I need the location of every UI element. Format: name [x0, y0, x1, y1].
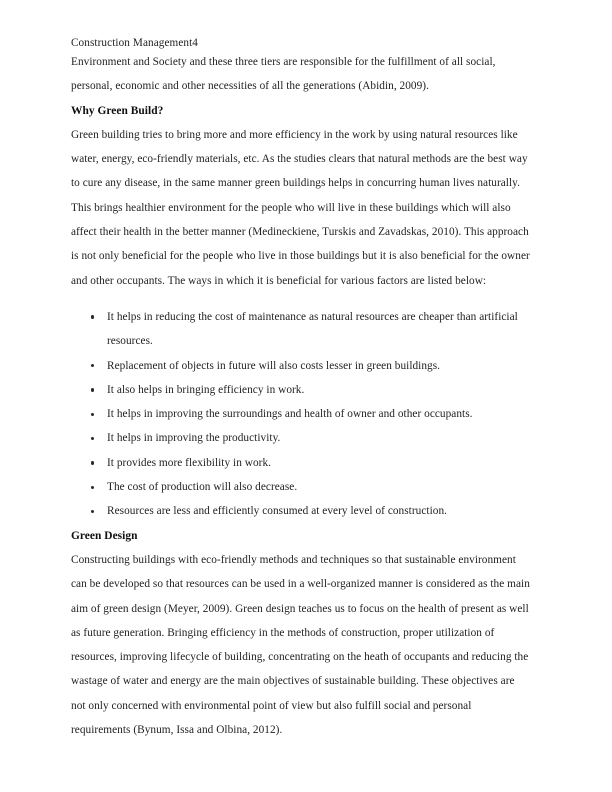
benefits-bullet-list: [71, 305, 531, 524]
list-item: It provides more flexibility in work.: [71, 451, 531, 475]
list-item: Resources are less and efficiently consumed at every level of construction.: [71, 499, 531, 523]
list-item: It helps in reducing the cost of maintenance as natural resources are cheaper than artificial resources.: [71, 305, 531, 354]
section-heading-why-green-build: Why Green Build?: [71, 104, 164, 117]
section-heading-green-design: Green Design: [71, 529, 138, 542]
list-item: Replacement of objects in future will also costs lesser in green buildings.: [71, 354, 531, 378]
paragraph-why-green-build: Green building tries to bring more and more efficiency in the work by using natural resources like water, energy, eco-friendly materials, etc. As the studies clears that natural methods are the best way to cure any disease, in the same manner green buildings helps in concurring human lives naturally. This brings healthier environment for the people who will live in these buildings which will also affect their health in the better manner (Medineckiene, Turskis and Zavadskas, 2010). This approach is not only beneficial for the people who live in those buildings but it is also beneficial for the owner and other occupants. The ways in which it is beneficial for various factors are listed below:: [71, 128, 530, 287]
list-item: It helps in improving the productivity.: [71, 426, 531, 450]
list-item: It also helps in bringing efficiency in work.: [71, 378, 531, 402]
running-head: Construction Management4: [71, 37, 198, 49]
paragraph-green-design: Constructing buildings with eco-friendly methods and techniques so that sustainable environment can be developed so that resources can be used in a well-organized manner is considered as the main aim of green design (Meyer, 2009). Green design teaches us to focus on the health of present as well as future generation. Bringing efficiency in the methods of construction, proper utilization of resources, improving lifecycle of building, concentrating on the heath of occupants and reducing the wastage of water and energy are the main objectives of sustainable building. These objectives are not only concerned with environmental point of view but also fulfill social and personal requirements (Bynum, Issa and Olbina, 2012).: [71, 553, 530, 737]
paragraph-continuation: Environment and Society and these three tiers are responsible for the fulfillment of all social, personal, economic and other necessities of all the generations (Abidin, 2009).: [71, 56, 496, 93]
list-item: The cost of production will also decrease.: [71, 475, 531, 499]
list-item: It helps in improving the surroundings and health of owner and other occupants.: [71, 402, 531, 426]
page-content: [71, 0, 531, 742]
